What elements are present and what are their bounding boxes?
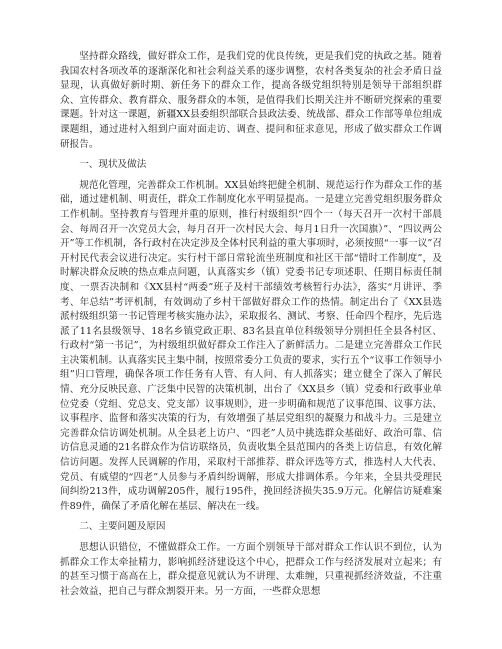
- section-heading-1: 一、现状及做法: [79, 159, 147, 171]
- section-1-paragraph: 规范化管理，完善群众工作机制。XX县始终把健全机制、规范运行作为群众工作的基础，通过建机制、明责任，群众工作制度化水平明显提高。一是建立完善党组织服务群众工作机制。坚持教育与管理并重的原则，推行村级组织“四个一（每天召开一次村干部晨会、每周召开一次党员大会，每月召开一次村民大会、每月1日升一次国旗）”、“四议两公开”等工作机制，各行政村在决定涉及全体村民利益的重大事项时，必须按照“一事一议”召开村民代表会议进行决定。实行村干部日常轮流坐班制度和社区干部“错时工作制度”，及时解决群众反映的热点难点问题，认真落实乡（镇）党委书记专项述职、任期目标责任制度、一票否决制和《XX县村“两委”班子及村干部绩效考核暂行办法》，落实“月讲评、季考、年总结”考评机制，有效调动了乡村干部做好群众工作的热情。制定出台了《XX县选派村级组织第一书记管理考核实施办法》，采取报名、测试、考察、任命四个程序，先后选派了11名县级领导、18名乡镇党政正职、83名县直单位科级领导分别担任全县各村区、行政村“第一书记”，为村级组织做好群众工作注入了新鲜活力。二是建立完善群众工作民主决策机制。认真落实民主集中制，按照常委分工负责的要求，实行五个“议事工作领导小组”归口管理，确保各项工作任务有人管、有人问、有人抓落实；建立健全了深入了解民情、充分反映民意、广泛集中民智的决策机制，出台了《XX县乡（镇）党委和行政事业单位党委（党组、党总支、党支部）议事规则》，进一步明确和规范了议事范围、议事方法、议事程序、监督和落实决策的行为，有效增强了基层党组织的凝聚力和战斗力。三是建立完善群众信访调处机制。从全县老上访户、“四老”人员中挑选群众基础好、政治可靠、信访信息灵通的21名群众作为信访联络员，负责收集全县范围内的各类上访信息，有效化解信访问题。发挥人民调解的作用，采取村干部推荐、群众评选等方式，推选村人大代表、党员、有威望的“四老”人员参与矛盾纠纷调解，形成大排调体系。今年来，全县共受理民间纠纷213件，成功调解205件，履行195件，挽回经济损失35.9万元。化解信访疑难案件89件，确保了矛盾化解在基层、解决在一线。: [60, 179, 442, 512]
- section-2-paragraph: 思想认识错位，不懂做群众工作。一方面个别领导干部对群众工作认识不到位，认为抓群众工作太牵扯精力，影响抓经济建设这个中心，把群众工作与经济发展对立起来；有的甚至习惯于高高在上，群众提意见就认为不讲理、太难缠，只重视抓经济效益，不注重社会效益，把自己与群众割裂开来。另一方面，一些群众思想: [60, 542, 442, 597]
- intro-paragraph: 坚持群众路线，做好群众工作，是我们党的优良传统，更是我们党的执政之基。随着我国农村各项改革的逐渐深化和社会利益关系的逐步调整，农村各类复杂的社会矛盾日益显现，认真做好新时期、新任务下的群众工作，提高各级党组织特别是领导干部组织群众、宣传群众、教育群众、服务群众的本领，是值得我们长期关注并不断研究探索的重要课题。针对这一课题，新疆XX县委组织部联合县政法委、统战部、群众工作部等单位组成课题组，通过进村入组到户面对面走访、调查、提问和征求意见，形成了做实群众工作调研报告。: [60, 51, 442, 150]
- section-heading-2: 二、主要问题及原因: [79, 521, 166, 533]
